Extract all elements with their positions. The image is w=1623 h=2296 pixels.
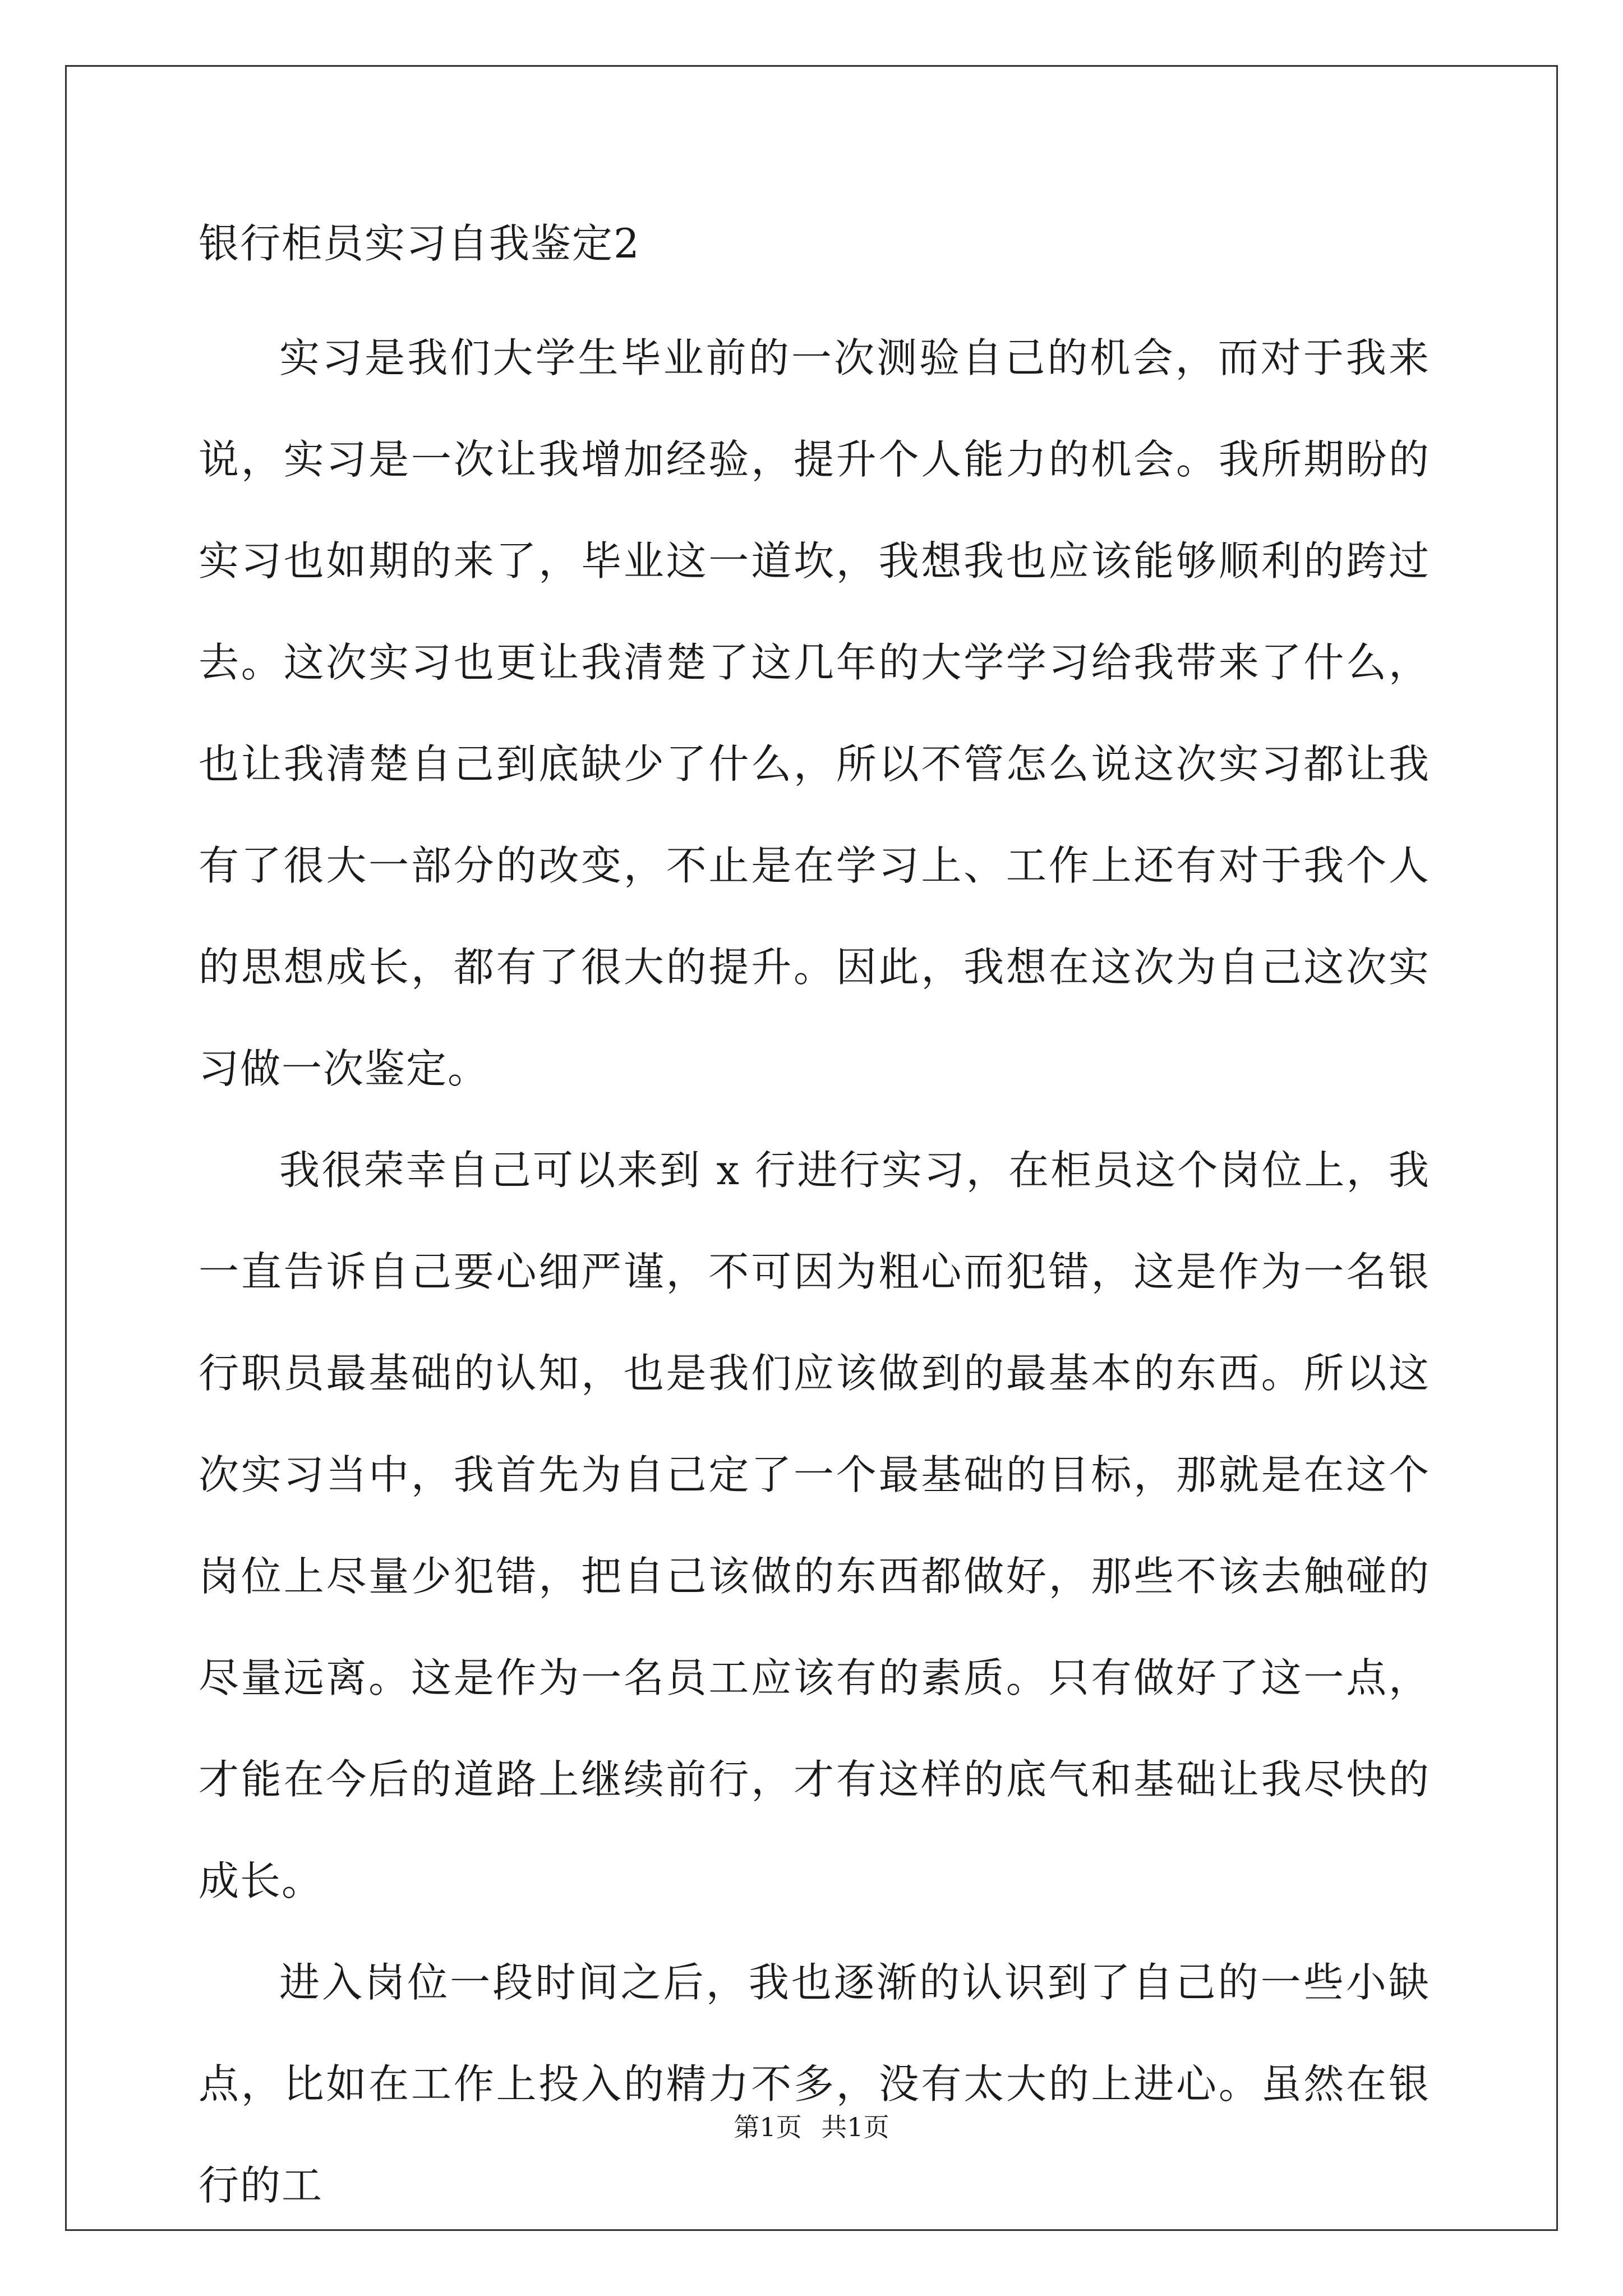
document-title: 银行柜员实习自我鉴定2: [199, 220, 640, 267]
document-body: [199, 213, 1430, 2237]
paragraph-2: 我很荣幸自己可以来到 x 行进行实习，在柜员这个岗位上，我一直告诉自己要心细严谨，不可因为粗心而犯错，这是作为一名银行职员最基础的认知，也是我们应该做到的最基本的东西。所以这次实习当中，我首先为自己定了一个最基础的目标，那就是在这个岗位上尽量少犯错，把自己该做的东西都做好，那些不该去触碰的尽量远离。这是作为一名员工应该有的素质。只有做好了这一点，才能在今后的道路上继续前行，才有这样的底气和基础让我尽快的成长。: [199, 1147, 1430, 1904]
page-number-footer: 第1页 共1页: [734, 2112, 889, 2142]
paragraph-3: 进入岗位一段时间之后，我也逐渐的认识到了自己的一些小缺点，比如在工作上投入的精力不多，没有太大的上进心。虽然在银行的工: [199, 1959, 1430, 2209]
paragraph-1: 实习是我们大学生毕业前的一次测验自己的机会，而对于我来说，实习是一次让我增加经验，提升个人能力的机会。我所期盼的实习也如期的来了，毕业这一道坎，我想我也应该能够顺利的跨过去。这次实习也更让我清楚了这几年的大学学习给我带来了什么，也让我清楚自己到底缺少了什么，所以不管怎么说这次实习都让我有了很大一部分的改变，不止是在学习上、工作上还有对于我个人的思想成长，都有了很大的提升。因此，我想在这次为自己这次实习做一次鉴定。: [199, 334, 1430, 1092]
